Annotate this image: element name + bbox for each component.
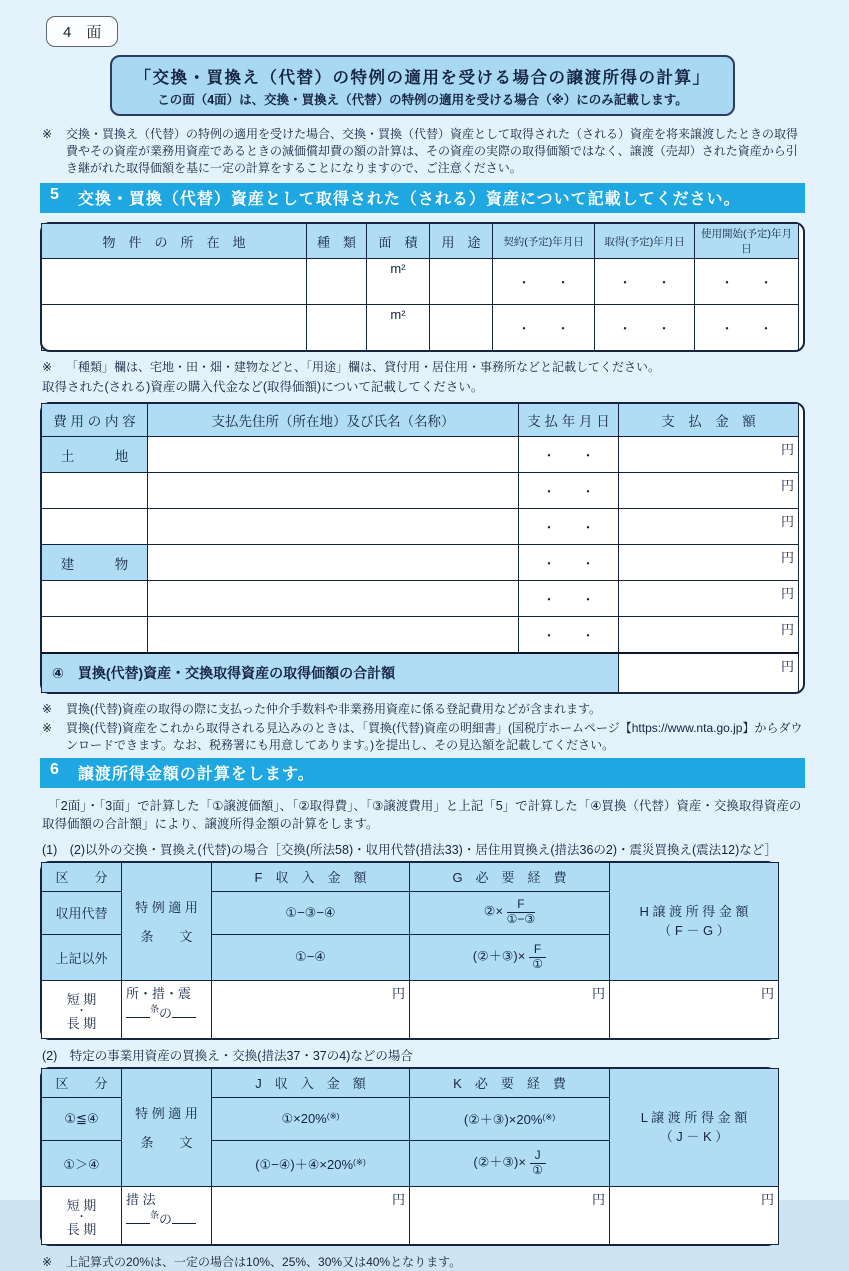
amount-input-cell[interactable]: 円 bbox=[619, 509, 799, 545]
type-input-cell[interactable] bbox=[307, 305, 367, 351]
clause-header-line1: 特 例 適 用 bbox=[135, 1106, 198, 1122]
amount-input-cell[interactable]: 円 bbox=[619, 617, 799, 653]
use-input-cell[interactable] bbox=[430, 305, 493, 351]
cost-total-row bbox=[42, 653, 799, 693]
col-header-expense-k: K 必 要 経 費 bbox=[410, 1068, 610, 1097]
expense-formula-2 bbox=[410, 1140, 610, 1186]
col-header-pay-date: 支 払 年 月 日 bbox=[519, 404, 619, 437]
amount-input-cell[interactable]: 円 bbox=[619, 545, 799, 581]
row-label-compulsory: 収用代替 bbox=[42, 891, 122, 934]
calc2-header-row bbox=[42, 1068, 779, 1097]
contract-date-input-cell[interactable]: ・ ・ bbox=[493, 259, 595, 305]
clause-header-line2: 条 文 bbox=[140, 1135, 193, 1151]
col-header-category: 区 分 bbox=[42, 862, 122, 891]
col-header-pay-amount: 支 払 金 額 bbox=[619, 404, 799, 437]
clause-sub-number-blank[interactable] bbox=[172, 1005, 196, 1018]
contract-date-input-cell[interactable]: ・ ・ bbox=[493, 305, 595, 351]
section-6-number: 6 bbox=[50, 761, 60, 779]
fraction-numerator: F bbox=[507, 898, 536, 913]
form-title: 「交換・買換え（代替）の特例の適用を受ける場合の譲渡所得の計算」 bbox=[134, 69, 711, 87]
jou-label: 条 bbox=[150, 1209, 160, 1220]
formula-fraction bbox=[507, 898, 536, 927]
pay-date-input-cell[interactable]: ・ ・ bbox=[519, 437, 619, 473]
clause-number-blank[interactable] bbox=[126, 1005, 150, 1018]
cost-item-input-cell[interactable] bbox=[42, 581, 148, 617]
section-5-bar bbox=[40, 183, 805, 213]
expense-input-cell[interactable]: 円 bbox=[410, 1186, 610, 1244]
col-header-category: 区 分 bbox=[42, 1068, 122, 1097]
col-header-expense-g: G 必 要 経 費 bbox=[410, 862, 610, 891]
expense-formula-1 bbox=[410, 1097, 610, 1140]
formula-text: ①×20% bbox=[281, 1110, 327, 1126]
page-number-badge: 4 面 bbox=[46, 16, 118, 47]
no-label: の bbox=[159, 1005, 173, 1021]
amount-input-cell[interactable]: 円 bbox=[619, 473, 799, 509]
percentage-footnote bbox=[42, 1254, 803, 1271]
period-long: 長 期 bbox=[66, 1222, 97, 1238]
result-header-line2: （ F － G ） bbox=[658, 923, 730, 939]
property-table bbox=[40, 222, 805, 352]
col-header-clause bbox=[122, 862, 212, 980]
note-marker: ※ bbox=[42, 127, 53, 141]
law-options: 所・措・震 bbox=[126, 985, 192, 1001]
note-marker: ※ bbox=[42, 360, 53, 375]
row-label-other: 上記以外 bbox=[42, 934, 122, 980]
cost-row bbox=[42, 473, 799, 509]
col-header-cost-item: 費 用 の 内 容 bbox=[42, 404, 148, 437]
row-label-le: ①≦④ bbox=[42, 1097, 122, 1140]
acquire-date-input-cell[interactable]: ・ ・ bbox=[595, 259, 695, 305]
pay-date-input-cell[interactable]: ・ ・ bbox=[519, 581, 619, 617]
payee-input-cell[interactable] bbox=[148, 473, 519, 509]
result-header-line1: L 譲 渡 所 得 金 額 bbox=[640, 1109, 748, 1125]
section-6-heading: 譲渡所得金額の計算をします。 bbox=[77, 766, 315, 784]
clause-header-line1: 特 例 適 用 bbox=[135, 900, 198, 916]
note-text: 買換(代替)資産の取得の際に支払った仲介手数料や非業務用資産に係る登記費用などが含まれます。 bbox=[66, 702, 602, 717]
clause-header-line2: 条 文 bbox=[140, 929, 193, 945]
fraction-denominator: ① bbox=[532, 956, 543, 971]
cost-header-row bbox=[42, 404, 799, 437]
jou-label: 条 bbox=[150, 1003, 160, 1014]
area-input-cell[interactable]: m² bbox=[367, 259, 430, 305]
period-select-cell[interactable] bbox=[42, 1186, 122, 1244]
col-header-result-l bbox=[610, 1068, 779, 1186]
income-formula-2 bbox=[212, 1140, 410, 1186]
pay-date-input-cell[interactable]: ・ ・ bbox=[519, 545, 619, 581]
clause-number-blank[interactable] bbox=[126, 1211, 150, 1224]
acquire-date-input-cell[interactable]: ・ ・ bbox=[595, 305, 695, 351]
result-input-cell[interactable]: 円 bbox=[610, 1186, 779, 1244]
result-header-line1: H 譲 渡 所 得 金 額 bbox=[639, 903, 749, 919]
cost-table-intro: 取得された(される)資産の購入代金など(取得価額)について記載してください。 bbox=[42, 380, 484, 395]
payee-input-cell[interactable] bbox=[148, 509, 519, 545]
income-formula-1 bbox=[212, 1097, 410, 1140]
ref-mark: (※) bbox=[542, 1112, 556, 1123]
fraction-denominator: ① bbox=[532, 1162, 543, 1177]
col-header-type: 種 類 bbox=[307, 224, 367, 259]
cost-row bbox=[42, 581, 799, 617]
clause-sub-number-blank[interactable] bbox=[172, 1211, 196, 1224]
fraction-denominator: ①−③ bbox=[506, 912, 536, 927]
period-short: 短 期 bbox=[66, 1198, 97, 1214]
income-input-cell[interactable]: 円 bbox=[212, 980, 410, 1038]
section-5-heading: 交換・買換（代替）資産として取得された（される）資産について記載してください。 bbox=[77, 191, 741, 209]
formula-prefix: (②＋③)× bbox=[473, 1154, 526, 1170]
period-dot: ・ bbox=[76, 1211, 87, 1223]
section-6-intro: 「2面」・「3面」で計算した「①譲渡価額」、「②取得費」、「③譲渡費用」と上記「5」で計算した「④買換（代替）資産・交換取得資産の取得価額の合計額」により、譲渡所得金額の計算をします。 bbox=[42, 799, 802, 832]
expense-input-cell[interactable]: 円 bbox=[410, 980, 610, 1038]
ref-mark: (※) bbox=[326, 1110, 340, 1121]
col-header-location: 物 件 の 所 在 地 bbox=[42, 224, 307, 259]
total-amount-input-cell[interactable]: 円 bbox=[619, 653, 799, 693]
calc-table-2 bbox=[40, 1067, 777, 1246]
total-row-label: ④ 買換(代替)資産・交換取得資産の取得価額の合計額 bbox=[42, 653, 619, 693]
law-options: 措 法 bbox=[126, 1191, 156, 1207]
cost-row bbox=[42, 509, 799, 545]
note-text: 「種類」欄は、宅地・田・畑・建物などと、「用途」欄は、貸付用・居住用・事務所などと記載してください。 bbox=[66, 360, 661, 375]
col-header-result-h bbox=[610, 862, 779, 980]
note-marker: ※ bbox=[42, 1254, 53, 1269]
location-input-cell[interactable] bbox=[42, 259, 307, 305]
cost-item-input-cell[interactable] bbox=[42, 509, 148, 545]
start-date-input-cell[interactable]: ・ ・ bbox=[695, 259, 799, 305]
pay-date-input-cell[interactable]: ・ ・ bbox=[519, 473, 619, 509]
calc1-data-row bbox=[42, 980, 779, 1038]
property-row bbox=[42, 305, 799, 351]
note-text: 買換(代替)資産をこれから取得される見込みのときは、「買換(代替)資産の明細書」(国税庁ホームページ【https://www.nta.go.jp】からダウンロードできます。なお、税務署にも用意してあります。)を提出し、その見込額を記載してください。 bbox=[66, 721, 803, 753]
property-header-row bbox=[42, 224, 799, 259]
pay-date-input-cell[interactable]: ・ ・ bbox=[519, 509, 619, 545]
col-header-income-j: J 収 入 金 額 bbox=[212, 1068, 410, 1097]
cost-note-2 bbox=[42, 720, 803, 754]
start-date-input-cell[interactable]: ・ ・ bbox=[695, 305, 799, 351]
payee-input-cell[interactable] bbox=[148, 581, 519, 617]
section-6-bar bbox=[40, 758, 805, 788]
no-label: の bbox=[159, 1211, 173, 1227]
formula-text: (②＋③)×20% bbox=[463, 1112, 543, 1128]
payee-input-cell[interactable] bbox=[148, 545, 519, 581]
case-2-caption: (2) 特定の事業用資産の買換え・交換(措法37・37の4)などの場合 bbox=[42, 1048, 413, 1063]
pay-date-input-cell[interactable]: ・ ・ bbox=[519, 617, 619, 653]
ref-mark: (※) bbox=[353, 1156, 366, 1167]
formula-fraction bbox=[529, 943, 546, 972]
cost-table bbox=[40, 402, 805, 694]
expense-formula-1 bbox=[410, 891, 610, 934]
income-formula-1: ①−③−④ bbox=[212, 891, 410, 934]
result-input-cell[interactable]: 円 bbox=[610, 980, 779, 1038]
use-input-cell[interactable] bbox=[430, 259, 493, 305]
result-header-line2: （ J － K ） bbox=[659, 1129, 729, 1145]
period-dot: ・ bbox=[76, 1005, 87, 1017]
form-title-box bbox=[110, 55, 735, 116]
period-long: 長 期 bbox=[66, 1016, 97, 1032]
period-short: 短 期 bbox=[66, 992, 97, 1008]
formula-prefix: ②× bbox=[483, 904, 504, 920]
type-input-cell[interactable] bbox=[307, 259, 367, 305]
location-input-cell[interactable] bbox=[42, 305, 307, 351]
col-header-payee: 支払先住所（所在地）及び氏名（名称） bbox=[148, 404, 519, 437]
clause-input-cell[interactable] bbox=[122, 1186, 212, 1244]
clause-input-cell[interactable] bbox=[122, 980, 212, 1038]
note-text: 交換・買換え（代替）の特例の適用を受けた場合、交換・買換（代替）資産として取得された（される）資産を将来譲渡したときの取得費やその資産が業務用資産であるときの減価償却費の額の計算は、その資産の実際の取得価額ではなく、譲渡（売却）された資産から引き継がれた取得価額を基に一定の計算をすることになりますので、ご注意ください。 bbox=[66, 127, 799, 176]
formula-prefix: (②＋③)× bbox=[472, 948, 526, 964]
note-marker: ※ bbox=[42, 721, 53, 736]
cost-item-input-cell[interactable] bbox=[42, 473, 148, 509]
payee-input-cell[interactable] bbox=[148, 617, 519, 653]
period-select-cell[interactable] bbox=[42, 980, 122, 1038]
formula-text: (①−④)＋④×20% bbox=[255, 1156, 354, 1172]
section-5-number: 5 bbox=[50, 186, 60, 204]
note-text: 上記算式の20%は、一定の場合は10%、25%、30%又は40%となります。 bbox=[66, 1254, 462, 1269]
row-label-land: 土 地 bbox=[42, 437, 148, 473]
row-label-building: 建 物 bbox=[42, 545, 148, 581]
cost-row-building bbox=[42, 545, 799, 581]
col-header-area: 面 積 bbox=[367, 224, 430, 259]
col-header-income-f: F 収 入 金 額 bbox=[212, 862, 410, 891]
col-header-use: 用 途 bbox=[430, 224, 493, 259]
property-row bbox=[42, 259, 799, 305]
area-input-cell[interactable]: m² bbox=[367, 305, 430, 351]
fraction-numerator: F bbox=[529, 943, 546, 958]
formula-fraction bbox=[530, 1149, 546, 1178]
top-note bbox=[42, 126, 803, 177]
income-input-cell[interactable]: 円 bbox=[212, 1186, 410, 1244]
note-marker: ※ bbox=[42, 702, 53, 717]
cost-item-input-cell[interactable] bbox=[42, 617, 148, 653]
col-header-clause bbox=[122, 1068, 212, 1186]
col-header-acquire-date: 取得(予定)年月日 bbox=[595, 224, 695, 259]
cost-note-1 bbox=[42, 701, 803, 718]
fraction-numerator: J bbox=[530, 1149, 546, 1164]
col-header-start-date: 使用開始(予定)年月日 bbox=[695, 224, 799, 259]
case-1-caption: (1) (2)以外の交換・買換え(代替)の場合［交換(所法58)・収用代替(措法33)・居住用買換え(措法36の2)・震災買換え(震法12)など］ bbox=[42, 842, 777, 857]
expense-formula-2 bbox=[410, 934, 610, 980]
cost-row bbox=[42, 617, 799, 653]
amount-input-cell[interactable]: 円 bbox=[619, 437, 799, 473]
cost-row-land bbox=[42, 437, 799, 473]
calc1-header-row bbox=[42, 862, 779, 891]
row-label-gt: ①＞④ bbox=[42, 1140, 122, 1186]
col-header-contract-date: 契約(予定)年月日 bbox=[493, 224, 595, 259]
amount-input-cell[interactable]: 円 bbox=[619, 581, 799, 617]
form-subtitle: この面（4面）は、交換・買換え（代替）の特例の適用を受ける場合（※）にのみ記載します。 bbox=[157, 93, 688, 107]
income-formula-2: ①−④ bbox=[212, 934, 410, 980]
payee-input-cell[interactable] bbox=[148, 437, 519, 473]
calc-table-1 bbox=[40, 861, 777, 1040]
calc2-data-row bbox=[42, 1186, 779, 1244]
property-table-note bbox=[42, 359, 803, 376]
